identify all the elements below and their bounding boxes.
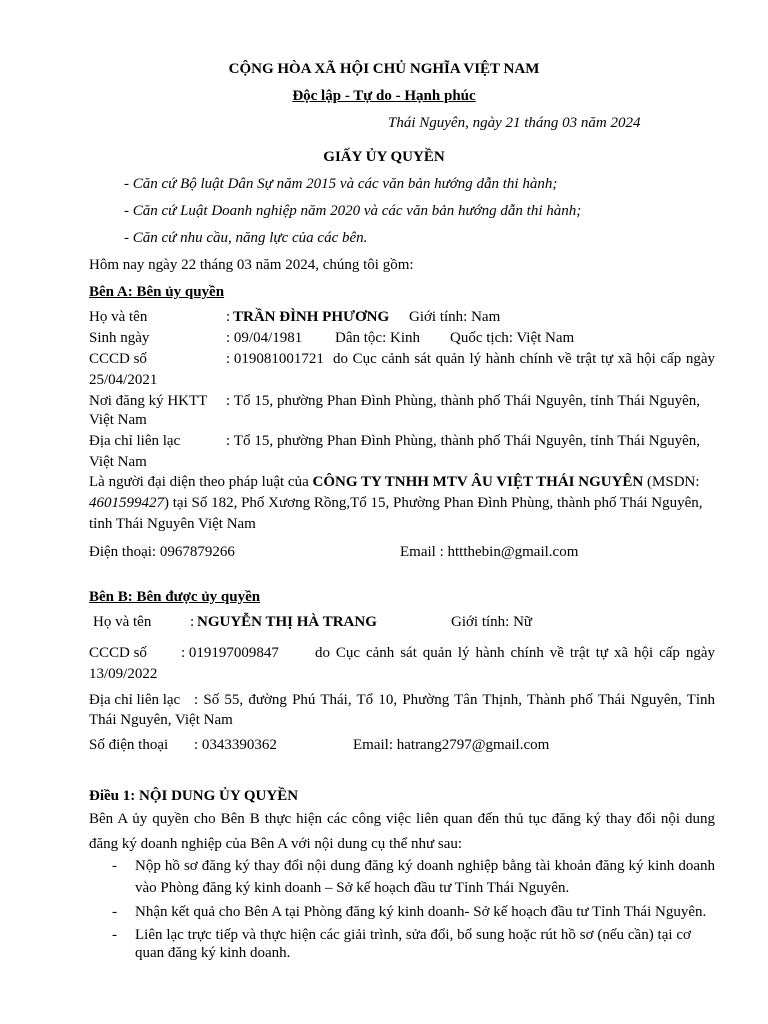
list-item-2-line-1: Nhận kết quả cho Bên A tại Phòng đăng ký kinh doanh- Sở kế hoạch đầu tư Tỉnh Thái Nguyên. [135, 904, 707, 920]
party-a-heading: Bên A: Bên ủy quyền [89, 284, 225, 300]
company-address: ) tại Số 182, Phố Xương Rồng,Tổ 15, Phường Phan Đình Phùng, thành phố Thái Nguyên, [164, 495, 703, 511]
party-a-name-colon: : [226, 309, 231, 325]
party-b-email: Email: hatrang2797@gmail.com [353, 737, 550, 753]
party-a-id-date: 25/04/2021 [89, 372, 158, 388]
list-item-1-line-2: vào Phòng đăng ký kinh doanh – Sở kế hoạch đầu tư Tỉnh Thái Nguyên. [135, 880, 570, 896]
party-a-name-label: Họ và tên [89, 309, 148, 325]
list-item-1-dash: - [112, 858, 117, 874]
article-1-intro-line-2: đăng ký doanh nghiệp của Bên A với nội dung cụ thể như sau: [89, 836, 463, 852]
list-item-2-dash: - [112, 904, 117, 920]
company-name: CÔNG TY TNHH MTV ÂU VIỆT THÁI NGUYÊN [312, 474, 644, 490]
party-a-id-issuer: do Cục cảnh sát quản lý hành chính về trật tự xã hội cấp ngày [333, 351, 715, 367]
list-item-3-line-2: quan đăng ký kinh doanh. [135, 945, 291, 961]
msdn-label: (MSDN: [647, 474, 700, 490]
party-a-name: TRẦN ĐÌNH PHƯƠNG [233, 309, 390, 325]
document-title: GIẤY ỦY QUYỀN [323, 149, 445, 165]
party-a-gender: Giới tính: Nam [409, 309, 501, 325]
party-a-id-number: : 019081001721 [226, 351, 324, 367]
party-b-id-number: : 019197009847 [181, 645, 279, 661]
article-1-heading: Điều 1: NỘI DUNG ỦY QUYỀN [89, 788, 299, 804]
party-b-heading: Bên B: Bên được ủy quyền [89, 589, 261, 605]
party-a-ethnicity: Dân tộc: Kinh [335, 330, 420, 346]
list-item-3-line-1: Liên lạc trực tiếp và thực hiện các giải trình, sửa đổi, bổ sung hoặc rút hồ sơ (nếu cần) tại cơ [135, 927, 691, 943]
representative-prefix: Là người đại diện theo pháp luật của [89, 474, 309, 490]
party-b-name: NGUYỄN THỊ HÀ TRANG [197, 614, 377, 630]
party-b-gender: Giới tính: Nữ [451, 614, 533, 630]
party-a-dob: : 09/04/1981 [226, 330, 303, 346]
list-item-3-dash: - [112, 927, 117, 943]
party-b-contact-label: Địa chỉ liên lạc [89, 692, 181, 708]
party-a-hktt: : Tổ 15, phường Phan Đình Phùng, thành phố Thái Nguyên, tỉnh Thái Nguyên, [226, 393, 700, 409]
party-b-name-colon: : [190, 614, 195, 630]
msdn-number: 4601599427 [89, 495, 164, 511]
company-address-cont: tỉnh Thái Nguyên Việt Nam [89, 516, 256, 532]
party-a-contact-cont: Việt Nam [89, 454, 147, 470]
party-b-contact-cont: Thái Nguyên, Việt Nam [89, 712, 233, 728]
party-a-dob-label: Sinh ngày [89, 330, 150, 346]
party-b-id-date: 13/09/2022 [89, 666, 158, 682]
company-address-line [89, 494, 703, 512]
legal-basis-1: - Căn cứ Bộ luật Dân Sự năm 2015 và các văn bản hướng dẫn thi hành; [124, 176, 558, 192]
place-date: Thái Nguyên, ngày 21 tháng 03 năm 2024 [388, 115, 641, 131]
party-a-hktt-label: Nơi đăng ký HKTT [89, 393, 208, 409]
party-b-phone: : 0343390362 [194, 737, 277, 753]
intro-text: Hôm nay ngày 22 tháng 03 năm 2024, chúng tôi gồm: [89, 257, 414, 273]
list-item-1-line-1: Nộp hồ sơ đăng ký thay đổi nội dung đăng ký doanh nghiệp bằng tài khoản đăng ký kinh doanh [135, 858, 715, 874]
party-a-contact-label: Địa chỉ liên lạc [89, 433, 181, 449]
party-b-id-label: CCCD số [89, 645, 147, 661]
party-a-phone: Điện thoại: 0967879266 [89, 544, 235, 560]
party-a-id-label: CCCD số [89, 351, 147, 367]
party-b-contact-address: : Số 55, đường Phú Thái, Tổ 10, Phường Tân Thịnh, Thành phố Thái Nguyên, Tỉnh [194, 692, 715, 708]
party-a-nationality: Quốc tịch: Việt Nam [450, 330, 575, 346]
legal-basis-3: - Căn cứ nhu cầu, năng lực của các bên. [124, 230, 368, 246]
motto: Độc lập - Tự do - Hạnh phúc [292, 88, 476, 104]
party-a-hktt-cont: Việt Nam [89, 412, 147, 428]
party-a-email: Email : httthebin@gmail.com [400, 544, 579, 560]
article-1-intro-line-1: Bên A ủy quyền cho Bên B thực hiện các công việc liên quan đến thủ tục đăng ký thay đổi nội dung [89, 811, 715, 827]
party-b-id-issuer: do Cục cảnh sát quản lý hành chính về trật tự xã hội cấp ngày [315, 645, 715, 661]
party-b-phone-label: Số điện thoại [89, 737, 169, 753]
party-b-name-label: Họ và tên [93, 614, 152, 630]
party-a-contact-address: : Tổ 15, phường Phan Đình Phùng, thành phố Thái Nguyên, tỉnh Thái Nguyên, [226, 433, 700, 449]
legal-basis-2: - Căn cứ Luật Doanh nghiệp năm 2020 và các văn bản hướng dẫn thi hành; [124, 203, 582, 219]
national-title: CỘNG HÒA XÃ HỘI CHỦ NGHĨA VIỆT NAM [228, 61, 540, 77]
representative-line [89, 473, 700, 491]
